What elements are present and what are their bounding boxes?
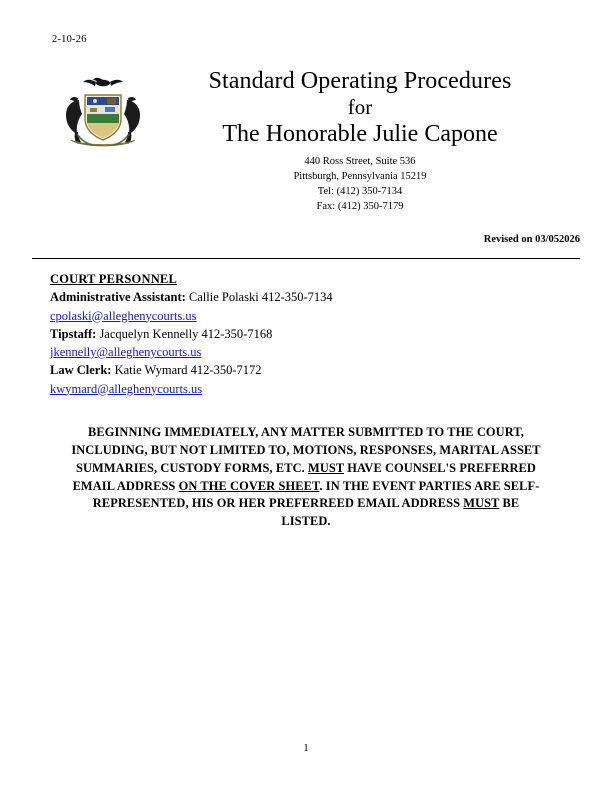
court-address-block — [150, 155, 570, 215]
personnel-email-line — [50, 307, 470, 325]
page-number: 1 — [303, 742, 309, 754]
telephone: Tel: (412) 350-7134 — [317, 185, 403, 197]
personnel-role: Tipstaff: — [50, 326, 97, 341]
pennsylvania-coat-of-arms-icon — [57, 74, 149, 152]
personnel-role: Administrative Assistant: — [50, 290, 186, 305]
personnel-name-phone: Jacquelyn Kennelly 412-350-7168 — [96, 326, 273, 341]
page-title: Standard Operating Procedures — [208, 68, 512, 94]
page-title-for: for — [347, 94, 373, 119]
header-divider — [32, 258, 580, 259]
notice-part-3: . IN THE EVENT PARTIES ARE SELF-REPRESENTED, HIS OR HER PREFERREED EMAIL ADDRESS — [92, 478, 540, 511]
personnel-entry — [50, 325, 470, 343]
personnel-email-line — [50, 343, 470, 361]
personnel-entry — [50, 361, 470, 379]
personnel-name-phone: Callie Polaski 412-350-7134 — [185, 290, 333, 305]
revised-date: Revised on 03/052026 — [483, 234, 580, 245]
email-link[interactable]: cpolaski@alleghenycourts.us — [50, 308, 197, 323]
notice-part-2: HAVE COUNSEL'S PREFERRED EMAIL ADDRESS — [72, 460, 536, 493]
notice-emphasis-must-2: MUST — [463, 496, 500, 511]
address-line-1: 440 Ross Street, Suite 536 — [304, 155, 416, 167]
notice-emphasis-cover-sheet: ON THE COVER SHEET — [178, 478, 320, 493]
date-stamp: 2-10-26 — [52, 34, 87, 45]
personnel-email-line — [50, 380, 470, 398]
fax: Fax: (412) 350-7179 — [316, 200, 404, 212]
notice-emphasis-must-1: MUST — [308, 460, 345, 475]
notice-part-4: BE LISTED. — [281, 496, 520, 529]
court-personnel-section — [50, 270, 470, 398]
email-link[interactable]: jkennelly@alleghenycourts.us — [50, 345, 202, 359]
email-link[interactable]: kwymard@alleghenycourts.us — [50, 381, 203, 396]
judge-name: The Honorable Julie Capone — [222, 120, 498, 147]
notice-part-1: BEGINNING IMMEDIATELY, ANY MATTER SUBMITTED TO THE COURT, INCLUDING, BUT NOT LIMITED TO, MOTIONS, RESPONSES, MARITAL ASSET SUMMARIES, CUSTODY FORMS, ETC. — [71, 425, 541, 475]
court-personnel-heading: COURT PERSONNEL — [50, 272, 178, 286]
address-line-2: Pittsburgh, Pennsylvania 15219 — [293, 170, 427, 182]
document-header — [150, 68, 570, 215]
personnel-name-phone: Katie Wymard 412-350-7172 — [111, 363, 262, 378]
email-requirement-notice — [70, 424, 542, 531]
personnel-entry — [50, 288, 470, 306]
personnel-role: Law Clerk: — [50, 363, 112, 378]
